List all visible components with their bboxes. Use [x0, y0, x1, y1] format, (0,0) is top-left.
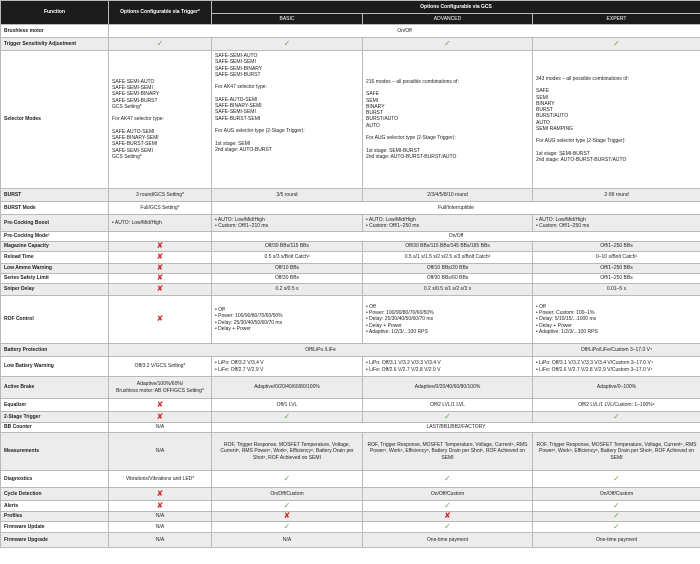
cell-trigger [109, 38, 212, 51]
cell-expert: • LiPo: Off/3.1 V/3.2 V/3.3 V/3.4 V/Custom 3–17.0 V⁴ • LiFe: Off/2.6 V/2.7 V/2.8 V/2.9 V/Custom 3–17.0 V⁴ [533, 357, 700, 377]
table-row [1, 202, 700, 215]
row-label: Sniper Delay [1, 284, 109, 296]
cell-advanced [363, 512, 533, 522]
cell-trigger [109, 274, 212, 284]
row-label: Low Battery Warning [1, 357, 109, 377]
header-gcs: Options Configurable via GCS [212, 1, 700, 14]
check-icon: ✓ [283, 521, 291, 531]
cell-advanced: Adaptive/0/20/40/60/80/100% [363, 377, 533, 399]
cell-trigger: Full/GCS Setting* [109, 202, 212, 215]
cell-basic: ROF, Trigger Response, MOSFET Temperature, Voltage, Current⁶, RMS Power⁶, Work⁶, Efficiency⁶, Battery Drain per Shot⁶, ROF Achieved on SEMI [212, 433, 363, 471]
cell-gcs: Full/Interruptible [212, 202, 700, 215]
cell-basic: Adaptive/0/20/40/60/80/100% [212, 377, 363, 399]
cell-basic: 3/5 round [212, 189, 363, 202]
row-label: 2-Stage Trigger [1, 412, 109, 423]
row-label: BURST Mode [1, 202, 109, 215]
table-row [1, 377, 700, 399]
cell-basic: Off/30 BBs/115 BBs [212, 242, 363, 252]
row-label: Low Ammo Warning [1, 264, 109, 274]
cell-expert: Off/1–250 BBs [533, 264, 700, 274]
cross-icon: ✘ [156, 314, 164, 324]
cell-advanced: • Off • Power: 100/90/80/70/60/50% • Delay: 25/30/40/50/60/70 ms • Delay + Power • Adaptive: 1/2/3/...100 RPS [363, 296, 533, 344]
cell-advanced: Off/30 BBs/60 BBs [363, 274, 533, 284]
table-row [1, 264, 700, 274]
table-row [1, 488, 700, 501]
check-icon: ✓ [613, 38, 620, 48]
cell-basic: N/A [212, 533, 363, 548]
cross-icon: ✘ [156, 263, 164, 273]
table-row [1, 512, 700, 522]
cell-basic: Off/10 BBs [212, 264, 363, 274]
cell-trigger [109, 242, 212, 252]
row-label: Cycle Detection [1, 488, 109, 501]
cell-advanced: Off/2 LVL/1 LVL [363, 399, 533, 412]
cell-expert: Off/1–250 BBs [533, 242, 700, 252]
cell-basic: Off/30 BBs [212, 274, 363, 284]
cell-trigger: N/A [109, 433, 212, 471]
check-icon: ✓ [444, 38, 451, 48]
cell-trigger: 3 round/GCS Setting* [109, 189, 212, 202]
cross-icon: ✘ [156, 411, 164, 421]
cell-advanced: 0.2 s/0.5 s/1 s/2 s/3 s [363, 284, 533, 296]
check-icon: ✓ [156, 38, 164, 48]
check-icon: ✓ [283, 38, 291, 48]
table-row [1, 296, 700, 344]
cell-expert: 343 modes – all possible combinations of: SAFE SEMI BINARY BURST BURST/AUTO AUTO SEMI RAMPING For AUG selector type (2-Stage Trigger): 1st stage: SEMI-BURST 2nd stage: AUTO-BURST-BURST/AUTO [533, 51, 700, 189]
row-label: Series Safety Limit [1, 274, 109, 284]
row-label: Magazine Capacity [1, 242, 109, 252]
cell-basic: Off/1 LVL [212, 399, 363, 412]
cell-advanced: One-time payment [363, 533, 533, 548]
cross-icon: ✘ [156, 273, 164, 283]
table-row [1, 189, 700, 202]
table-row [1, 232, 700, 242]
cell-advanced [363, 471, 533, 488]
row-label: Pre-Cocking Mode² [1, 232, 109, 242]
header-trigger: Options Configurable via Trigger* [109, 1, 212, 25]
cell-basic [212, 471, 363, 488]
cell-advanced: On/Off/Custom [363, 488, 533, 501]
cell-basic [212, 412, 363, 423]
cell-trigger: N/A [109, 423, 212, 433]
check-icon: ✓ [444, 473, 451, 483]
cell-basic: • Off • Power: 100/90/80/70/60/50% • Delay: 25/30/40/50/60/70 ms • Delay + Power [212, 296, 363, 344]
table-row [1, 274, 700, 284]
cell-gcs: LAST/BB1/BB2/FACTORY [212, 423, 700, 433]
cell-basic [212, 501, 363, 512]
cell-advanced: Off/10 BBs/20 BBs [363, 264, 533, 274]
check-icon: ✓ [613, 500, 620, 510]
row-label: Alerts [1, 501, 109, 512]
row-label: Selector Modes [1, 51, 109, 189]
check-icon: ✓ [613, 521, 620, 531]
cell-trigger [109, 412, 212, 423]
row-label: Trigger Sensitivity Adjustment [1, 38, 109, 51]
cell-trigger-basic-advanced: Off/LiPo /LiFe [109, 344, 533, 357]
cross-icon: ✘ [283, 511, 291, 521]
cell-expert [533, 38, 700, 51]
check-icon: ✓ [613, 473, 620, 483]
cross-icon: ✘ [156, 241, 164, 251]
cell-basic: 0.5 s/3 s/Bolt Catch³ [212, 252, 363, 264]
cell-trigger [109, 252, 212, 264]
cell-expert [533, 501, 700, 512]
table-row [1, 252, 700, 264]
cell-trigger [109, 296, 212, 344]
cross-icon: ✘ [156, 284, 164, 294]
table-row [1, 51, 700, 189]
cross-icon: ✘ [444, 511, 451, 521]
row-label: Firmware Update [1, 522, 109, 533]
header-expert: EXPERT [533, 14, 700, 25]
cell-basic: SAFE-SEMI-AUTO SAFE-SEMI-SEMI SAFE-SEMI-BINARY SAFE-SEMI-BURST For AK47 selector type: SAFE-AUTO-SEMI SAFE-BINARY-SEMI SAFE-SEMI-SEMI SAFE-BURST-SEMI For AUG selector type (2-Stage Trigger): 1st stage: SEMI 2nd stage: AUTO-BURST [212, 51, 363, 189]
check-icon: ✓ [283, 411, 291, 421]
table-row [1, 344, 700, 357]
cell-trigger: • AUTO: Low/Mid/High [109, 215, 212, 232]
row-label: Brushless motor [1, 25, 109, 38]
header-function: Function [1, 1, 109, 25]
cell-advanced: • LiPo: Off/3.1 V/3.2 V/3.3 V/3.4 V • LiFe: Off/2.6 V/2.7 V/2.8 V/2.9 V [363, 357, 533, 377]
cell-advanced [363, 38, 533, 51]
row-label: Equalizer [1, 399, 109, 412]
cell-expert: • Off • Power: Custom: 100–1% • Delay: 5/10/15/...1000 ms • Delay + Power • Adaptive: 1/2/3/...100 RPS [533, 296, 700, 344]
row-label: Battery Protection [1, 344, 109, 357]
table-row [1, 215, 700, 232]
cell-expert [533, 412, 700, 423]
cell-trigger [109, 232, 212, 242]
cell-trigger: N/A [109, 533, 212, 548]
table-row [1, 412, 700, 423]
row-label: ROF Control [1, 296, 109, 344]
check-icon: ✓ [613, 411, 620, 421]
row-label: Measurements [1, 433, 109, 471]
cell-trigger [109, 488, 212, 501]
table-row [1, 522, 700, 533]
row-label: BURST [1, 189, 109, 202]
cell-trigger [109, 399, 212, 412]
cell-basic: On/Off/Custom [212, 488, 363, 501]
check-icon: ✓ [444, 411, 451, 421]
cell-expert: One-time payment [533, 533, 700, 548]
table-row [1, 501, 700, 512]
cell-expert: On/Off/Custom [533, 488, 700, 501]
check-icon: ✓ [613, 511, 620, 521]
table-row [1, 433, 700, 471]
cross-icon: ✘ [156, 500, 164, 510]
cell-advanced [363, 522, 533, 533]
cell-expert [533, 512, 700, 522]
table-row [1, 357, 700, 377]
table-row [1, 242, 700, 252]
cell-advanced [363, 501, 533, 512]
cell-trigger: Vibrations/Vibrations and LED* [109, 471, 212, 488]
cell-expert: • AUTO: Low/Mid/High • Custom: Off/1–250 ms [533, 215, 700, 232]
cell-basic: • LiPo: Off/3.2 V/3.4 V • LiFe: Off/2.7 V/2.9 V [212, 357, 363, 377]
cell-advanced: 216 modes – all possible combinations of: SAFE SEMI BINARY BURST BURST/AUTO AUTO For AUG selector type (2-Stage Trigger): 1st stage: SEMI-BURST 2nd stage: AUTO-BURST-BURST/AUTO [363, 51, 533, 189]
cell-expert: 0.01–5 s [533, 284, 700, 296]
table-row [1, 471, 700, 488]
cell-expert: Off/LiPo/LiFe/Custom 3–17.0 V⁴ [533, 344, 700, 357]
cell-trigger: N/A [109, 522, 212, 533]
cell-trigger: Adaptive/100%/60%/ Brushless motor: AB OFF/GCS Setting* [109, 377, 212, 399]
table-row [1, 423, 700, 433]
cell-trigger: N/A [109, 512, 212, 522]
cell-trigger [109, 284, 212, 296]
table-row [1, 399, 700, 412]
cell-trigger: SAFE-SEMI-AUTO SAFE-SEMI-SEMI SAFE-SEMI-BINARY SAFE-SEMI-BURST GCS Setting* For AK47 selector type: SAFE-AUTO-SEMI SAFE-BINARY-SEMI SAFE-BURST-SEMI SAFE-SEMI-SEMI GCS Setting* [109, 51, 212, 189]
header-row-1 [1, 1, 700, 14]
cell-basic [212, 522, 363, 533]
cell-advanced: • AUTO: Low/Mid/High • Custom: Off/1–250 ms [363, 215, 533, 232]
row-label: Active Brake [1, 377, 109, 399]
row-label: BB Counter [1, 423, 109, 433]
table-row [1, 38, 700, 51]
header-basic: BASIC [212, 14, 363, 25]
cell-basic: • AUTO: Low/Mid/High • Custom: Off/1–210 ms [212, 215, 363, 232]
header-advanced: ADVANCED [363, 14, 533, 25]
cell-expert: Off/2 LVL/1 LVL/Custom: 1–100%⁵ [533, 399, 700, 412]
row-label: Profiles [1, 512, 109, 522]
cell-expert [533, 522, 700, 533]
cell-trigger [109, 501, 212, 512]
row-label: Diagnostics [1, 471, 109, 488]
cell-trigger [109, 264, 212, 274]
cross-icon: ✘ [156, 252, 164, 262]
cell-expert: 2-99 round [533, 189, 700, 202]
cell-expert: Adaptive/0–100% [533, 377, 700, 399]
cross-icon: ✘ [156, 399, 164, 409]
cell-expert: ROF, Trigger Response, MOSFET Temperature, Voltage, Current⁶, RMS Power⁶, Work⁶, Efficiency⁶, Battery Drain per Shot⁶, ROF Achieved on SEMI [533, 433, 700, 471]
table-row [1, 284, 700, 296]
cell-advanced: Off/30 BBs/115 BBs/145 BBs/185 BBs [363, 242, 533, 252]
cell-expert: Off/1–250 BBs [533, 274, 700, 284]
cell-expert [533, 471, 700, 488]
row-label: Reload Time [1, 252, 109, 264]
cell-advanced: 0.5 s/1 s/1.5 s/2 s/2.5 s/3 s/Bolt Catch³ [363, 252, 533, 264]
table-row [1, 25, 700, 38]
check-icon: ✓ [444, 500, 451, 510]
check-icon: ✓ [444, 521, 451, 531]
cell-gcs: On/Off [212, 232, 700, 242]
cell-trigger: Off/3.2 V/GCS Setting* [109, 357, 212, 377]
cell-expert: 0–10 s/Bolt Catch³ [533, 252, 700, 264]
check-icon: ✓ [283, 473, 291, 483]
cross-icon: ✘ [156, 488, 164, 498]
cell-basic: 0.2 s/0.5 s [212, 284, 363, 296]
row-label: Firmware Upgrade [1, 533, 109, 548]
cell-advanced [363, 412, 533, 423]
cell-basic [212, 512, 363, 522]
cell-advanced: 2/3/4/5/8/10 round [363, 189, 533, 202]
cell-basic [212, 38, 363, 51]
cell-advanced: ROF, Trigger Response, MOSFET Temperature, Voltage, Current⁶, RMS Power⁶, Work⁶, Efficiency⁶, Battery Drain per Shot⁶, ROF Achieved on SEMI [363, 433, 533, 471]
brushless-value: On/Off [109, 25, 700, 38]
row-label: Pre-Cocking Boost [1, 215, 109, 232]
table-row [1, 533, 700, 548]
check-icon: ✓ [283, 500, 291, 510]
